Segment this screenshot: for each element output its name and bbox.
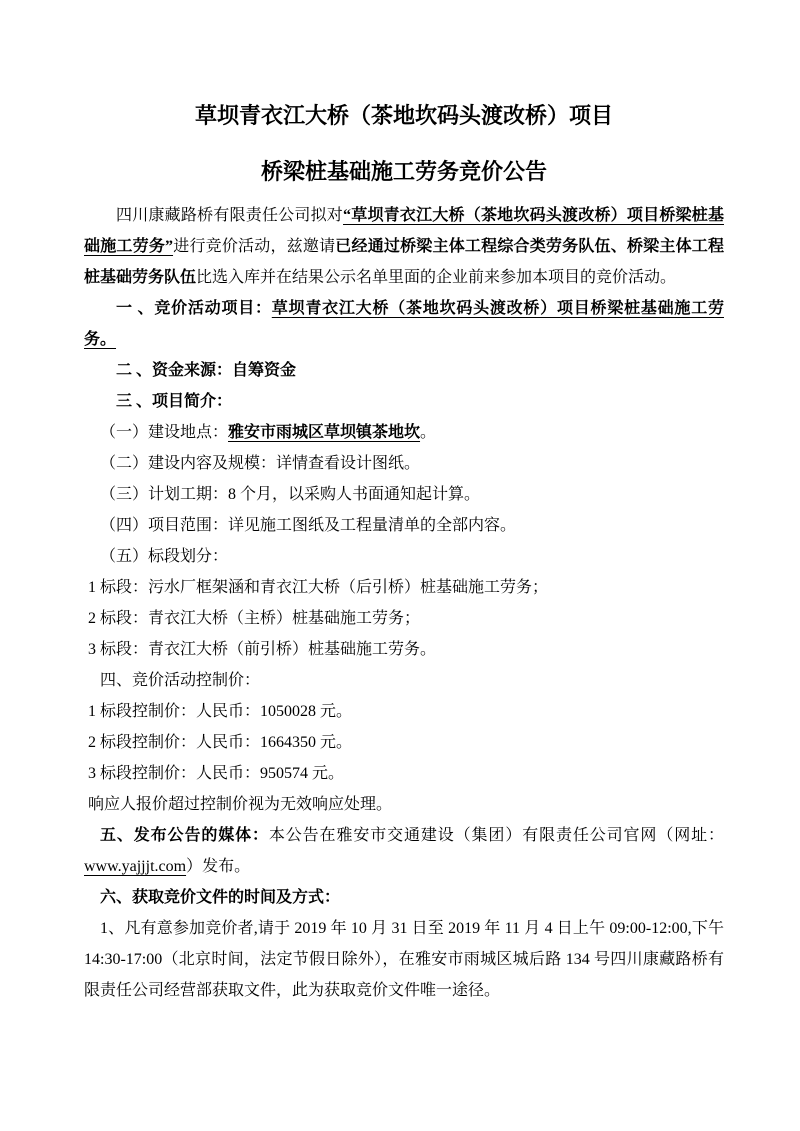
intro-paragraph bbox=[84, 200, 724, 293]
section-three-heading-text: 三 、项目简介： bbox=[116, 393, 233, 410]
section-six-heading-text: 六、获取竞价文件的时间及方式： bbox=[100, 889, 341, 906]
section-two bbox=[84, 355, 724, 386]
control-price-3: 3 标段控制价：人民币：950574 元。 bbox=[88, 765, 345, 782]
intro-tail: 比选入库并在结果公示名单里面的企业前来参加本项目的竞价活动。 bbox=[196, 269, 677, 286]
section-five-media-text: 本公告在雅安市交通建设（集团）有限责任公司官网（网址： bbox=[268, 827, 724, 844]
publish-website-link[interactable]: www.yajjjt.com bbox=[84, 858, 187, 875]
control-price-2: 2 标段控制价：人民币：1664350 元。 bbox=[88, 734, 353, 751]
item-location-period: 。 bbox=[420, 424, 437, 441]
item-schedule: （三）计划工期：8 个月，以采购人书面通知起计算。 bbox=[100, 486, 481, 503]
item-scope: （四）项目范围：详见施工图纸及工程量清单的全部内容。 bbox=[100, 517, 517, 534]
intro-lead: 四川康藏路桥有限责任公司拟对 bbox=[116, 207, 344, 224]
document-title-line1: 草坝青衣江大桥（茶地坎码头渡改桥）项目 bbox=[194, 103, 613, 128]
section-three-heading bbox=[84, 386, 724, 417]
item-content-scale: （二）建设内容及规模：详情查看设计图纸。 bbox=[100, 455, 421, 472]
section-five-media-tail: ）发布。 bbox=[186, 858, 251, 875]
intro-mid: 进行竞价活动，兹邀请 bbox=[173, 238, 336, 255]
lot-1: 1 标段：污水厂框架涵和青衣江大桥（后引桥）桩基础施工劳务； bbox=[88, 579, 549, 596]
item-location bbox=[84, 417, 724, 448]
control-price-1: 1 标段控制价：人民币：1050028 元。 bbox=[88, 703, 353, 720]
lot-3: 3 标段：青衣江大桥（前引桥）桩基础施工劳务。 bbox=[88, 641, 437, 658]
section-six-heading bbox=[84, 882, 724, 913]
section-two-heading: 二 、资金来源： bbox=[116, 362, 233, 379]
section-one bbox=[84, 293, 724, 355]
document-title-line2: 桥梁桩基础施工劳务竞价公告 bbox=[260, 159, 547, 184]
intro-project-quote: “草坝青衣江大桥（茶地坎码头渡改桥）项目桥梁桩基础施工劳务” bbox=[84, 207, 724, 255]
how-to-obtain-paragraph: 1、凡有意参加竞价者,请于 2019 年 10 月 31 日至 2019 年 11 月 4 日上午 09:00-12:00,下午 14:30-17:00（北京时间，法定节假日除外），在雅安市雨城区城后路 134 号四川康藏路桥有限责任公司经营部获取文件，此为获取竞价文件唯一途径。 bbox=[84, 920, 724, 999]
section-four-heading: 四、竞价活动控制价： bbox=[100, 672, 261, 689]
section-two-funding-value: 自筹资金 bbox=[232, 362, 297, 379]
section-five-heading: 五、发布公告的媒体： bbox=[100, 827, 269, 844]
lot-2: 2 标段：青衣江大桥（主桥）桩基础施工劳务； bbox=[88, 610, 421, 627]
control-price-note: 响应人报价超过控制价视为无效响应处理。 bbox=[88, 796, 393, 813]
section-five bbox=[84, 820, 724, 882]
section-one-heading: 一 、竞价活动项目： bbox=[116, 300, 272, 317]
item-location-value: 雅安市雨城区草坝镇茶地坎 bbox=[228, 424, 421, 441]
section-one-project-value: 草坝青衣江大桥（茶地坎码头渡改桥）项目桥梁桩基础施工劳务。 bbox=[84, 300, 724, 348]
item-lots-label: （五）标段划分： bbox=[100, 548, 229, 565]
item-location-label: （一）建设地点： bbox=[100, 424, 229, 441]
intro-qualified-teams: 已经通过桥梁主体工程综合类劳务队伍、桥梁主体工程桩基础劳务队伍 bbox=[84, 238, 724, 286]
